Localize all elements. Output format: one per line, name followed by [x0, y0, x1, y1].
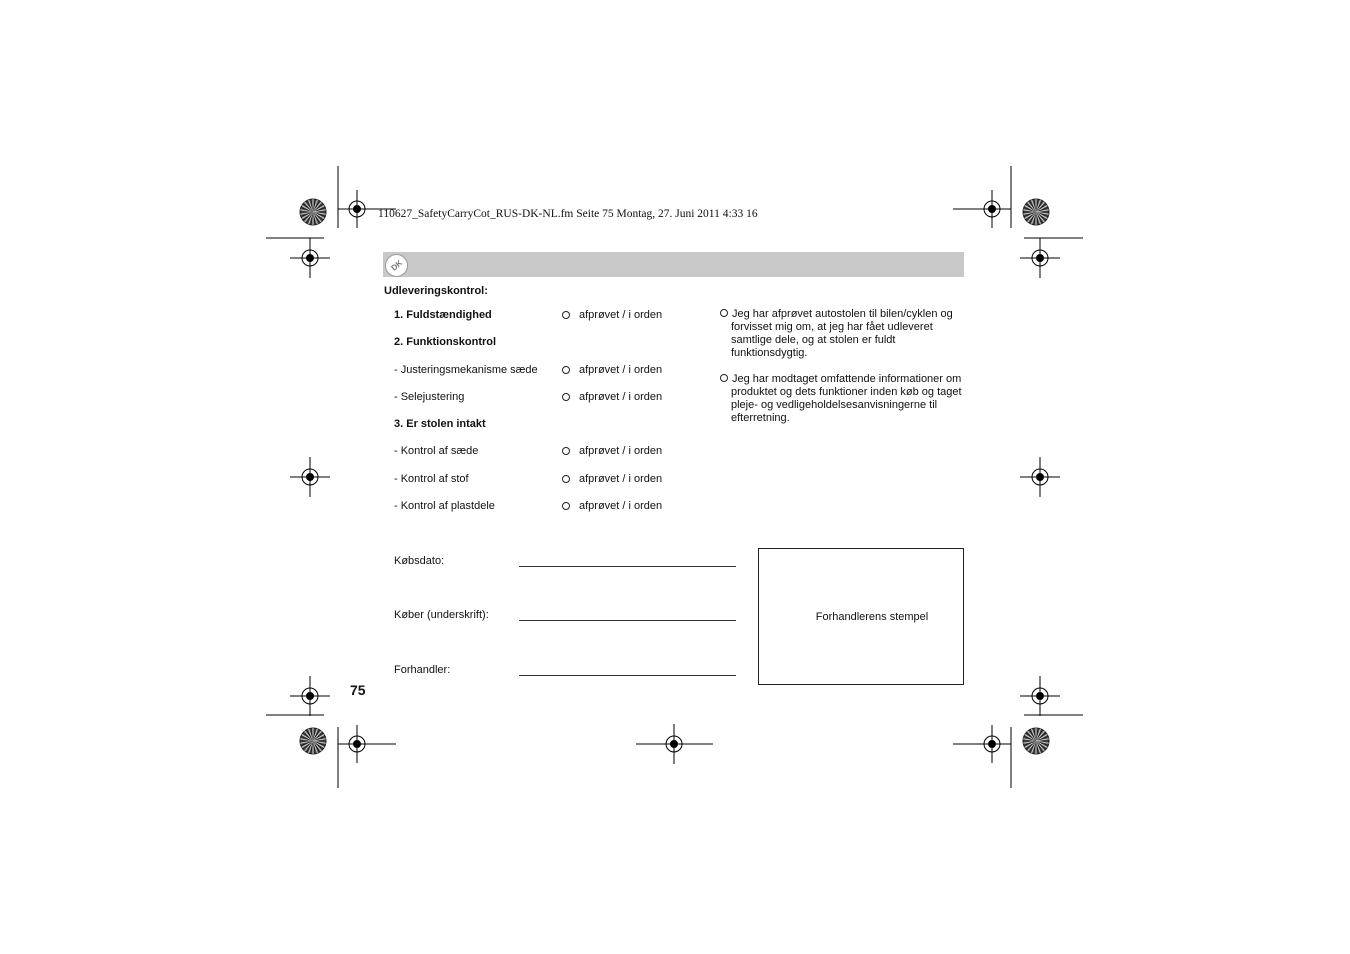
- checkbox-circle-icon[interactable]: [562, 447, 570, 455]
- statement-1[interactable]: [720, 308, 968, 360]
- dealer-line[interactable]: [519, 675, 736, 676]
- statement-text: Jeg har afprøvet autostolen til bilen/cyklen og forvisset mig om, at jeg har fået udleveret samtlige dele, og at stolen er fuldt funktionsdygtig.: [731, 308, 953, 359]
- registration-mark-icon: [973, 190, 1011, 228]
- check-label: afprøvet / i orden: [579, 445, 663, 457]
- checkbox-circle-icon[interactable]: [562, 475, 570, 483]
- page-number: 75: [350, 682, 366, 698]
- section-title: Udleveringskontrol:: [384, 285, 488, 297]
- checklist-check[interactable]: [562, 309, 662, 321]
- registration-mark-icon: [290, 676, 330, 716]
- buyer-signature-line[interactable]: [519, 620, 736, 621]
- checkbox-circle-icon[interactable]: [562, 366, 570, 374]
- checklist-check[interactable]: [562, 391, 662, 403]
- registration-mark-icon: [1020, 238, 1060, 278]
- checklist-check[interactable]: [562, 473, 662, 485]
- language-badge: [385, 254, 408, 277]
- checklist-item: - Kontrol af stof: [394, 473, 469, 485]
- checklist-item: 1. Fuldstændighed: [394, 309, 492, 321]
- dealer-stamp-box: [758, 548, 964, 685]
- checklist-check[interactable]: [562, 364, 662, 376]
- buyer-signature-label: Køber (underskrift):: [394, 609, 489, 621]
- checkbox-circle-icon[interactable]: [720, 374, 728, 382]
- checklist-item: - Justeringsmekanisme sæde: [394, 364, 538, 376]
- checkbox-circle-icon[interactable]: [562, 311, 570, 319]
- checklist-item: 2. Funktionskontrol: [394, 336, 497, 348]
- registration-mark-icon: [290, 457, 330, 497]
- checkbox-circle-icon[interactable]: [562, 502, 570, 510]
- language-band: [383, 252, 964, 277]
- registration-mark-icon: [1020, 676, 1060, 716]
- starburst-target-icon: [300, 199, 326, 225]
- file-header-line: 110627_SafetyCarryCot_RUS-DK-NL.fm Seite 75 Montag, 27. Juni 2011 4:33 16: [378, 208, 758, 220]
- checklist-item: 3. Er stolen intakt: [394, 418, 486, 430]
- registration-mark-icon: [973, 725, 1011, 763]
- statement-text: Jeg har modtaget omfattende informationer om produktet og dets funktioner inden køb og taget pleje- og vedligeholdelsesanvisningerne til efterretning.: [731, 373, 962, 424]
- check-label: afprøvet / i orden: [579, 309, 663, 321]
- dealer-label: Forhandler:: [394, 664, 451, 676]
- checklist-item: - Kontrol af plastdele: [394, 500, 495, 512]
- starburst-target-icon: [1023, 199, 1049, 225]
- checklist-item: - Selejustering: [394, 391, 465, 403]
- checklist-check[interactable]: [562, 445, 662, 457]
- registration-mark-icon: [290, 238, 330, 278]
- checkbox-circle-icon[interactable]: [720, 309, 728, 317]
- purchase-date-line[interactable]: [519, 566, 736, 567]
- registration-mark-icon: [338, 725, 376, 763]
- dealer-stamp-label: Forhandlerens stempel: [815, 610, 929, 623]
- checkbox-circle-icon[interactable]: [562, 393, 570, 401]
- starburst-target-icon: [1023, 728, 1049, 754]
- registration-mark-icon: [1020, 457, 1060, 497]
- registration-mark-icon: [654, 724, 694, 764]
- starburst-target-icon: [300, 728, 326, 754]
- check-label: afprøvet / i orden: [579, 500, 663, 512]
- check-label: afprøvet / i orden: [579, 364, 663, 376]
- checklist-item: - Kontrol af sæde: [394, 445, 479, 457]
- statement-2[interactable]: [720, 373, 968, 425]
- check-label: afprøvet / i orden: [579, 391, 663, 403]
- language-badge-label: DK: [389, 258, 404, 273]
- check-label: afprøvet / i orden: [579, 473, 663, 485]
- checklist-check[interactable]: [562, 500, 662, 512]
- purchase-date-label: Købsdato:: [394, 555, 445, 567]
- registration-mark-icon: [338, 190, 376, 228]
